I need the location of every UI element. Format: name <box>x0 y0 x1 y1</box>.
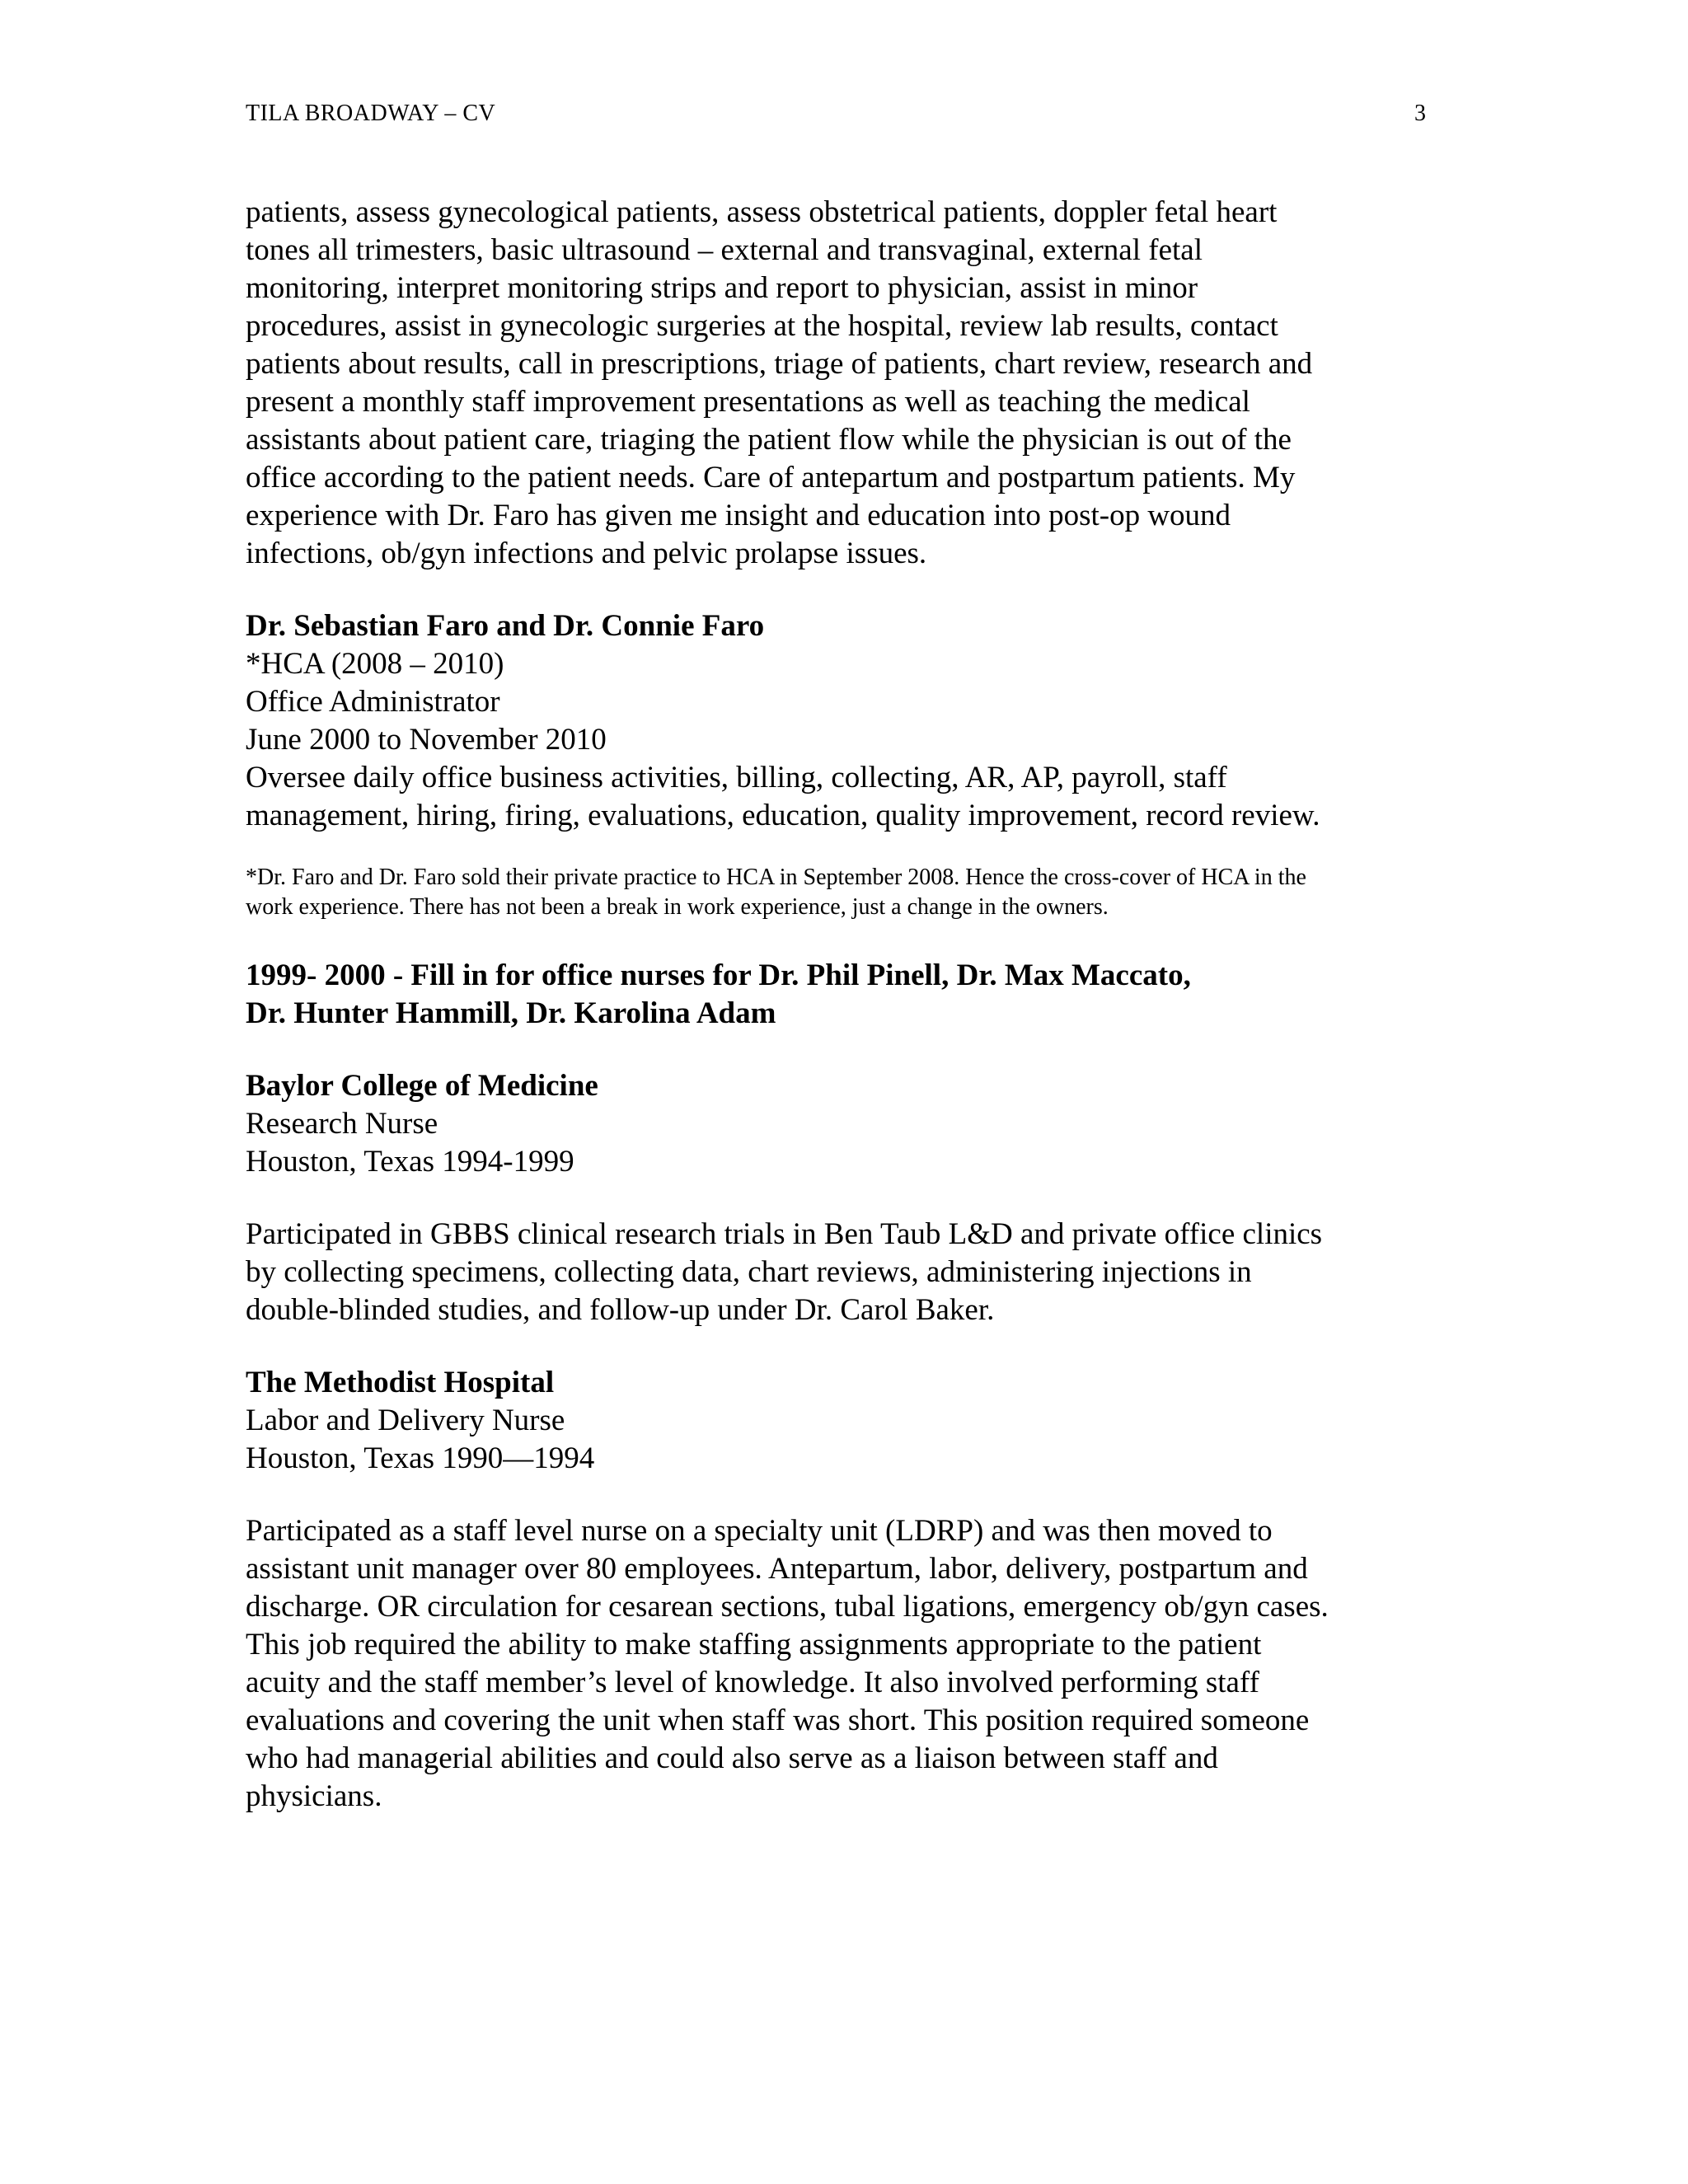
header-title: TILA BROADWAY – CV <box>246 101 496 126</box>
paragraph-line: Oversee daily office business activities, billing, collecting, AR, AP, payroll, staff <box>246 761 1227 794</box>
job-title: Research Nurse <box>246 1107 438 1141</box>
job-title: Labor and Delivery Nurse <box>246 1404 565 1437</box>
paragraph-line: This job required the ability to make staffing assignments appropriate to the patient <box>246 1628 1262 1661</box>
document-body <box>246 194 1432 1816</box>
paragraph-line: acuity and the staff member’s level of knowledge. It also involved performing staff <box>246 1666 1259 1699</box>
employer-heading: The Methodist Hospital <box>246 1366 555 1399</box>
employer-heading: Dr. Sebastian Faro and Dr. Connie Faro <box>246 609 765 643</box>
methodist-section <box>246 1364 1432 1816</box>
paragraph-line: assistants about patient care, triaging the patient flow while the physician is out of the <box>246 423 1292 457</box>
paragraph-line: office according to the patient needs. Care of antepartum and postpartum patients. My <box>246 461 1296 494</box>
paragraph-line: Participated as a staff level nurse on a specialty unit (LDRP) and was then moved to <box>246 1514 1273 1548</box>
footnote-line: *Dr. Faro and Dr. Faro sold their private practice to HCA in September 2008. Hence the cross-cover of HCA in the <box>246 865 1306 890</box>
page-header <box>246 97 1426 130</box>
paragraph-line: experience with Dr. Faro has given me insight and education into post-op wound <box>246 499 1231 532</box>
page-number: 3 <box>1414 101 1426 126</box>
paragraph-line: patients about results, call in prescriptions, triage of patients, chart review, research and <box>246 347 1313 381</box>
employment-dates: June 2000 to November 2010 <box>246 723 607 757</box>
paragraph-line: who had managerial abilities and could also serve as a liaison between staff and <box>246 1741 1218 1775</box>
paragraph-line: evaluations and covering the unit when staff was short. This position required someone <box>246 1704 1310 1737</box>
paragraph-line: infections, ob/gyn infections and pelvic prolapse issues. <box>246 537 927 570</box>
paragraph-line: discharge. OR circulation for cesarean sections, tubal ligations, emergency ob/gyn cases. <box>246 1590 1329 1624</box>
section-heading: 1999- 2000 - Fill in for office nurses for Dr. Phil Pinell, Dr. Max Maccato, <box>246 958 1191 992</box>
employer-detail: *HCA (2008 – 2010) <box>246 647 504 681</box>
paragraph-line: tones all trimesters, basic ultrasound – external and transvaginal, external fetal <box>246 233 1203 267</box>
job-title: Office Administrator <box>246 685 500 719</box>
fill-in-section <box>246 957 1432 1033</box>
paragraph-line: monitoring, interpret monitoring strips and report to physician, assist in minor <box>246 271 1198 305</box>
paragraph-line: assistant unit manager over 80 employees. Antepartum, labor, delivery, postpartum and <box>246 1552 1308 1586</box>
employment-location-dates: Houston, Texas 1990—1994 <box>246 1441 595 1475</box>
paragraph-line: Participated in GBBS clinical research trials in Ben Taub L&D and private office clinics <box>246 1217 1323 1251</box>
paragraph-line: management, hiring, firing, evaluations, education, quality improvement, record review. <box>246 799 1320 832</box>
faro-section <box>246 607 1432 922</box>
paragraph-line: procedures, assist in gynecologic surgeries at the hospital, review lab results, contact <box>246 309 1278 343</box>
intro-paragraph <box>246 194 1432 573</box>
footnote-line: work experience. There has not been a break in work experience, just a change in the owners. <box>246 894 1109 920</box>
employment-location-dates: Houston, Texas 1994-1999 <box>246 1145 574 1179</box>
baylor-section <box>246 1067 1432 1329</box>
paragraph-line: physicians. <box>246 1779 382 1813</box>
employer-heading: Baylor College of Medicine <box>246 1069 598 1103</box>
paragraph-line: present a monthly staff improvement presentations as well as teaching the medical <box>246 385 1250 419</box>
section-heading: Dr. Hunter Hammill, Dr. Karolina Adam <box>246 996 776 1030</box>
footnote <box>246 863 1432 922</box>
paragraph-line: patients, assess gynecological patients, assess obstetrical patients, doppler fetal heart <box>246 195 1278 229</box>
paragraph-line: double-blinded studies, and follow-up under Dr. Carol Baker. <box>246 1293 995 1327</box>
paragraph-line: by collecting specimens, collecting data, chart reviews, administering injections in <box>246 1255 1252 1289</box>
